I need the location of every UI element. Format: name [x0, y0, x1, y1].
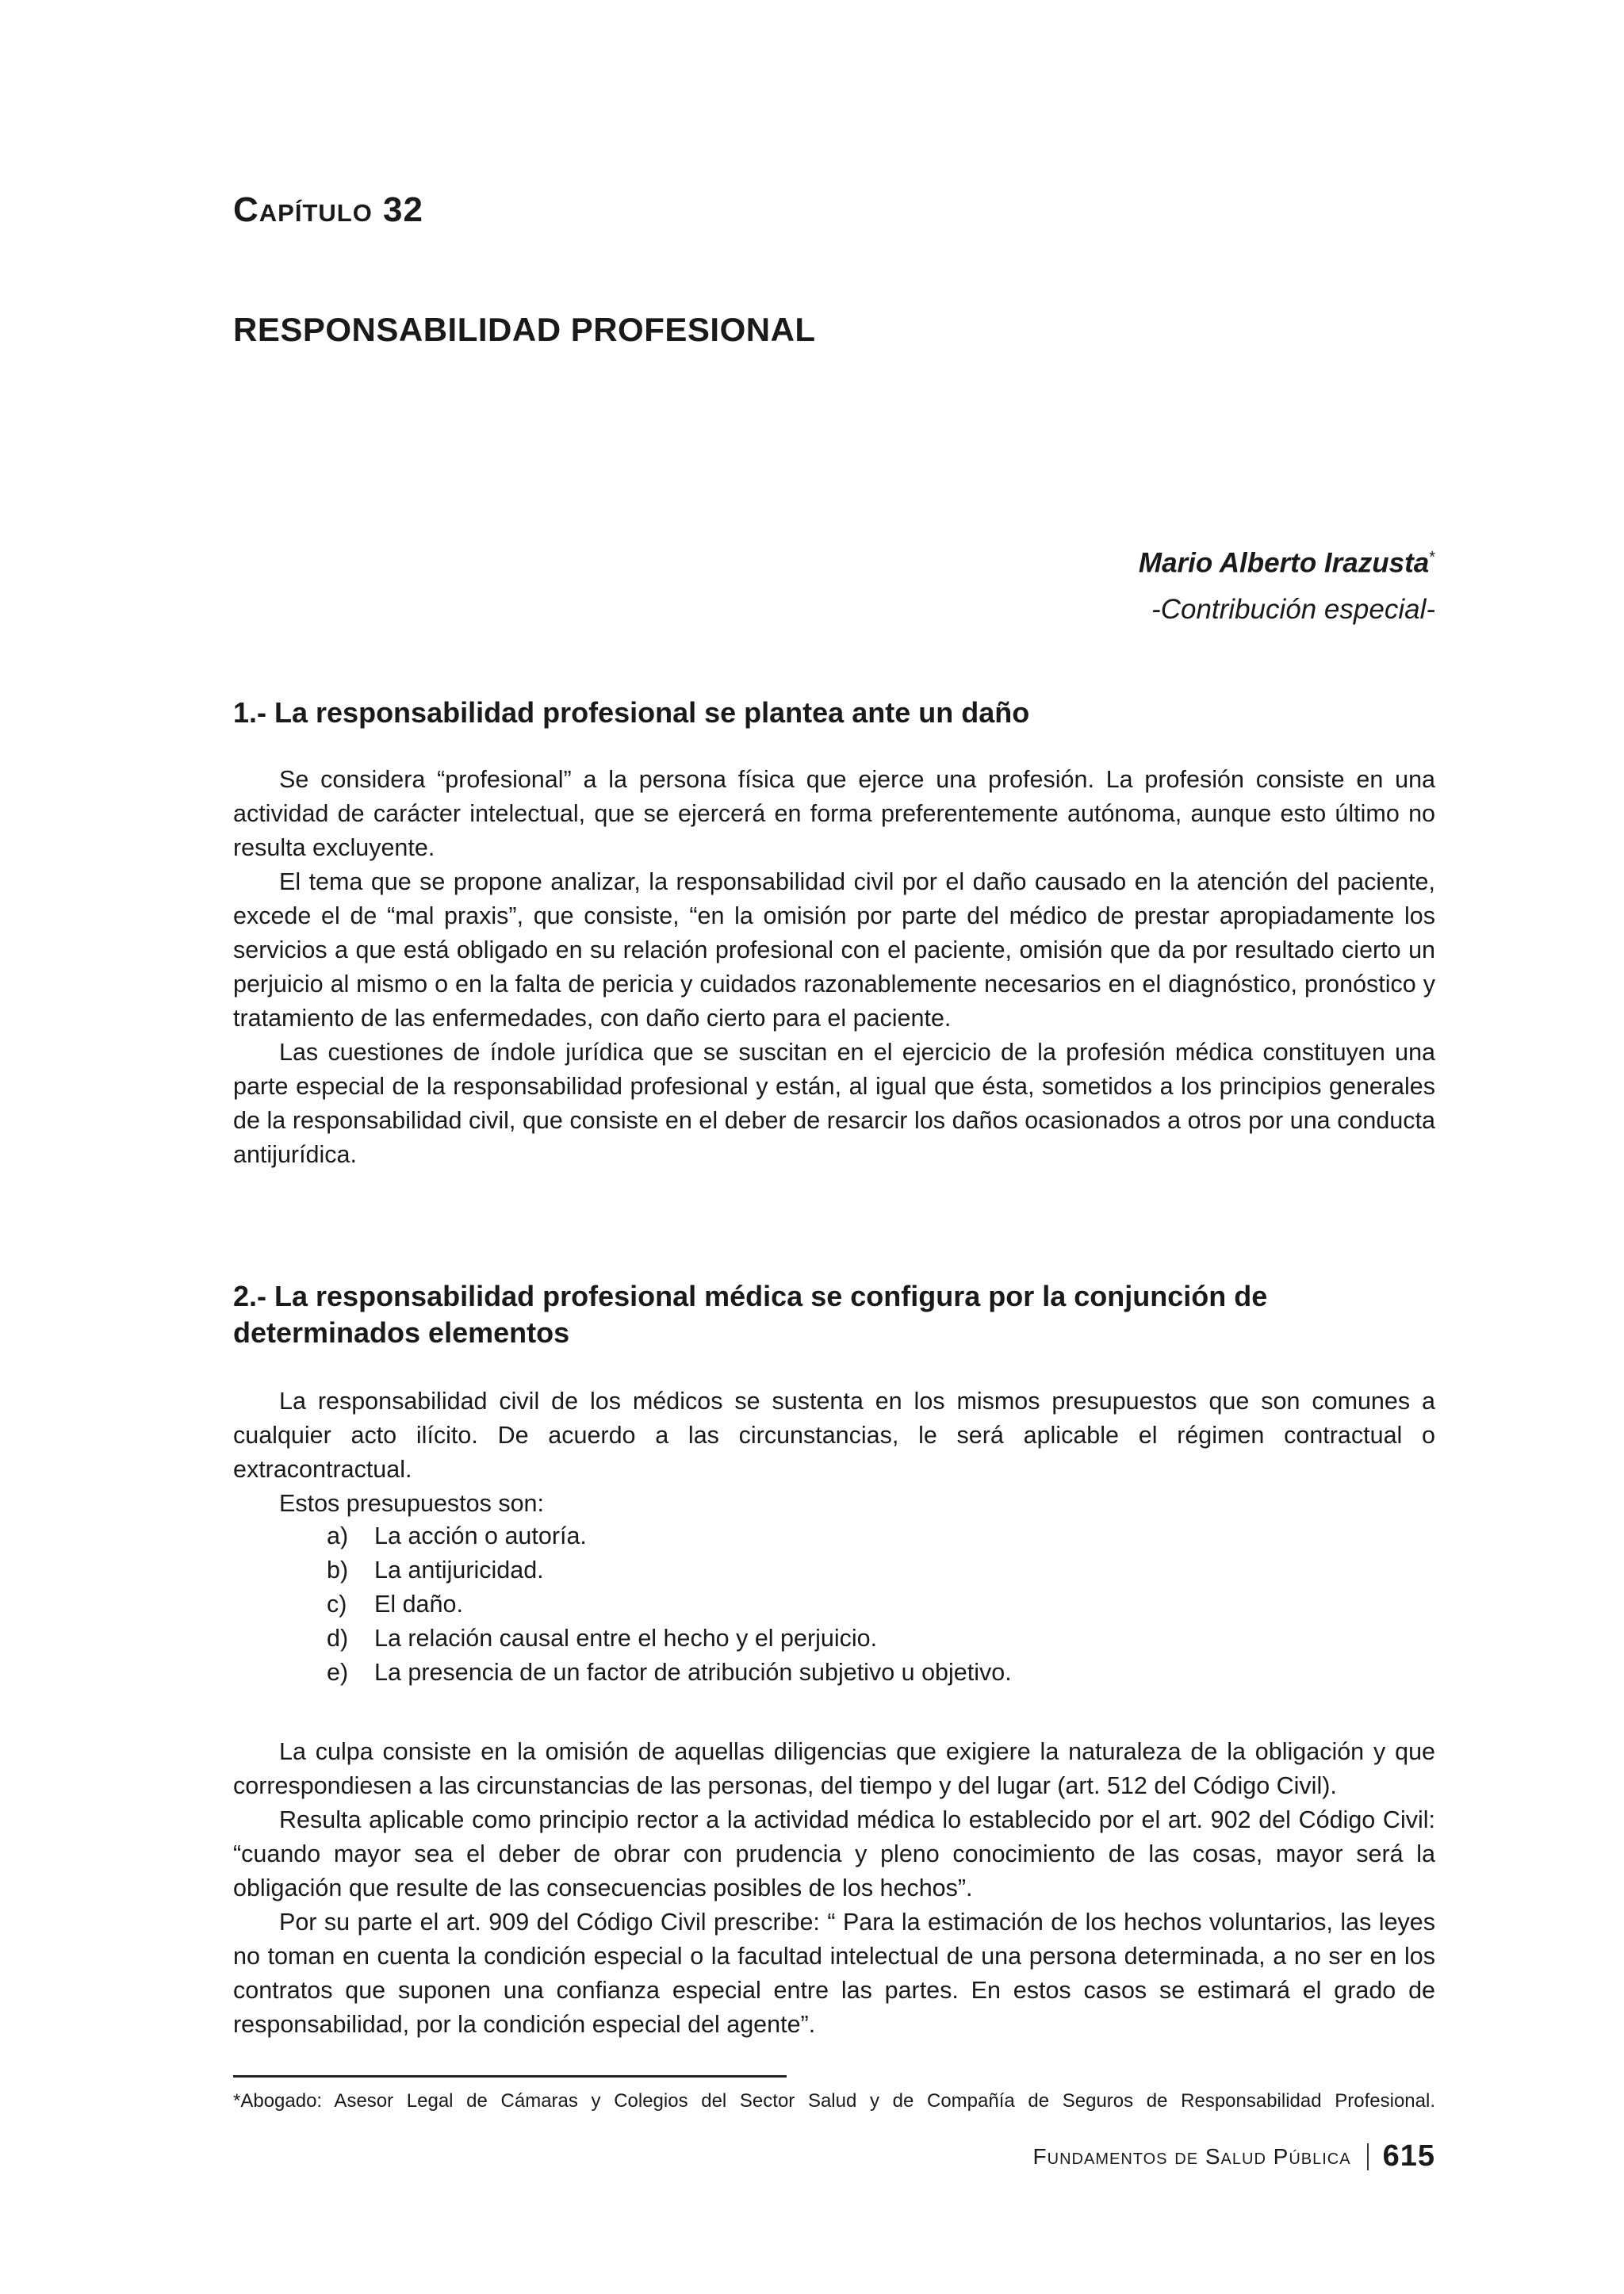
list-item-label: a): [327, 1522, 349, 1549]
list-item: [327, 1622, 1012, 1656]
list-item-text: La antijuricidad.: [374, 1557, 544, 1584]
list-item-label: e): [327, 1659, 349, 1686]
list-item-label: d): [327, 1625, 349, 1652]
paragraph: Estos presupuestos son:: [279, 1490, 544, 1517]
list-item-text: El daño.: [374, 1591, 463, 1618]
running-footer: [1033, 2139, 1435, 2173]
list-item-text: La acción o autoría.: [374, 1522, 587, 1549]
section-2-heading: 2.- La responsabilidad profesional médica se configura por la conjunción de determinados elementos: [233, 1280, 1268, 1349]
section-2-intro: [233, 1384, 1435, 1521]
footer-separator: [1367, 2143, 1369, 2170]
list-item: [327, 1553, 1012, 1587]
section-1-body: [233, 763, 1435, 1172]
list-item: [327, 1587, 1012, 1622]
author-name-line: [1139, 534, 1435, 587]
list-item: [327, 1519, 1012, 1553]
footnote: *Abogado: Asesor Legal de Cámaras y Colegios del Sector Salud y de Compañía de Seguros de Responsabilidad Profesional.: [233, 2090, 1435, 2112]
list-item-text: La relación causal entre el hecho y el perjuicio.: [374, 1625, 878, 1652]
list-item-label: c): [327, 1591, 347, 1618]
footnote-divider: [233, 2075, 787, 2078]
paragraph: Por su parte el art. 909 del Código Civil prescribe: “ Para la estimación de los hechos voluntarios, las leyes no toman en cuenta la condición especial o la facultad intelectual de una persona determinada, a no ser en los contratos que suponen una confianza especial entre las partes. En estos casos se estimará el grado de responsabilidad, por la condición especial del agente”.: [233, 1909, 1435, 2038]
author-footnote-mark: *: [1429, 549, 1435, 566]
section-1-heading: 1.- La responsabilidad profesional se plantea ante un daño: [233, 696, 1030, 729]
paragraph: Se considera “profesional” a la persona física que ejerce una profesión. La profesión consiste en una actividad de carácter intelectual, que se ejercerá en forma preferentemente autónoma, aunque esto último no resulta excluyente.: [233, 766, 1435, 861]
paragraph: La culpa consiste en la omisión de aquellas diligencias que exigiere la naturaleza de la obligación y que correspondiesen a las circunstancias de las personas, del tiempo y del lugar (art. 512 del Código Civil).: [233, 1738, 1435, 1799]
list-item-label: b): [327, 1557, 349, 1584]
author-name: Mario Alberto Irazusta: [1138, 547, 1430, 579]
chapter-label: Capítulo 32: [233, 190, 423, 229]
chapter-title: RESPONSABILIDAD PROFESIONAL: [233, 311, 816, 348]
paragraph: Resulta aplicable como principio rector a la actividad médica lo establecido por el art. 902 del Código Civil: “cuando mayor sea el deber de obrar con prudencia y pleno conocimiento de las cosas, mayor será la obligación que resulte de las consecuencias posibles de los hechos”.: [233, 1806, 1435, 1901]
paragraph: Las cuestiones de índole jurídica que se suscitan en el ejercicio de la profesión médica constituyen una parte especial de la responsabilidad profesional y están, al igual que ésta, sometidos a los principios generales de la responsabilidad civil, que consiste en el deber de resarcir los daños ocasionados a otros por una conducta antijurídica.: [233, 1039, 1435, 1168]
page-number: 615: [1382, 2139, 1435, 2173]
running-footer-title: Fundamentos de Salud Pública: [1032, 2143, 1351, 2169]
list-item: [327, 1656, 1012, 1690]
author-block: [1139, 534, 1435, 633]
section-2-closing: [233, 1735, 1435, 2042]
paragraph: La responsabilidad civil de los médicos se sustenta en los mismos presupuestos que son comunes a cualquier acto ilícito. De acuerdo a las circunstancias, le será aplicable el régimen contractual o extracontractual.: [233, 1388, 1435, 1483]
presupuestos-list: [327, 1519, 1012, 1690]
list-item-text: La presencia de un factor de atribución subjetivo u objetivo.: [374, 1659, 1012, 1686]
author-note: -Contribución especial-: [1151, 593, 1435, 625]
paragraph: El tema que se propone analizar, la responsabilidad civil por el daño causado en la atención del paciente, excede el de “mal praxis”, que consiste, “en la omisión por parte del médico de prestar apropiadamente los servicios a que está obligado en su relación profesional con el paciente, omisión que da por resultado cierto un perjuicio al mismo o en la falta de pericia y cuidados razonablemente necesarios en el diagnóstico, pronóstico y tratamiento de las enfermedades, con daño cierto para el paciente.: [233, 868, 1435, 1032]
